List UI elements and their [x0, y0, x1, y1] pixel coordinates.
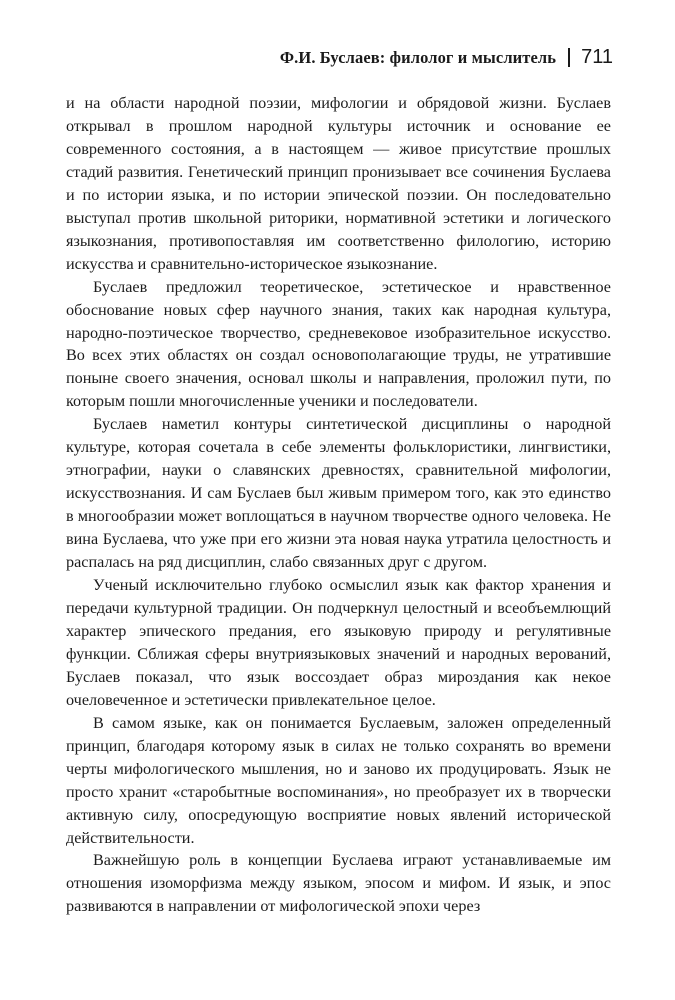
- paragraph-4: Ученый исключительно глубоко осмыслил язык как фактор хранения и передачи культурной традиции. Он подчеркнул целостный и всеобъемлющий характер эпического предания, его языковую природу и регулятивные функции. Сближая сферы внутриязыковых значений и народных верований, Буслаев показал, что язык воссоздает образ мироздания как некое очеловеченное и эстетически привлекательное целое.: [66, 576, 611, 709]
- paragraph-6: Важнейшую роль в концепции Буслаева играют устанавливаемые им отношения изоморфизма между языком, эпосом и мифом. И язык, и эпос развиваются в направлении от мифологической эпохи через: [66, 851, 611, 916]
- body-text: [66, 92, 611, 918]
- paragraph-3: Буслаев наметил контуры синтетической дисциплины о народной культуре, которая сочетала в себе элементы фольклористики, лингвистики, этнографии, науки о славянских древностях, сравнительной мифологии, искусствознания. И сам Буслаев был живым примером того, как это единство в многообразии может воплощаться в научном творчестве одного человека. Не вина Буслаева, что уже при его жизни эта новая наука утратила целостность и распалась на ряд дисциплин, слабо связанных друг с другом.: [66, 415, 611, 572]
- paragraph-1: и на области народной поэзии, мифологии и обрядовой жизни. Буслаев открывал в прошлом народной культуры источник и основание ее современного состояния, а в настоящем — живое присутствие прошлых стадий развития. Генетический принцип пронизывает все сочинения Буслаева и по истории языка, и по истории эпической поэзии. Он последовательно выступал против школьной риторики, нормативной эстетики и логического языкознания, противопоставляя им соответственно филологию, историю искусства и сравнительно-историческое языкознание.: [66, 94, 611, 273]
- paragraph-2: Буслаев предложил теоретическое, эстетическое и нравственное обоснование новых сфер научного знания, таких как народная культура, народно-поэтическое творчество, средневековое изобразительное искусство. Во всех этих областях он создал основополагающие труды, не утратившие поныне своего значения, основал школы и направления, проложил пути, по которым пошли многочисленные ученики и последователи.: [66, 277, 611, 411]
- running-head: [280, 46, 613, 69]
- header-divider: [568, 48, 570, 67]
- page-number: 711: [581, 46, 613, 68]
- running-title: Ф.И. Буслаев: филолог и мыслитель: [279, 47, 557, 67]
- paragraph-5: В самом языке, как он понимается Буслаевым, заложен определенный принцип, благодаря которому язык в силах не только сохранять во времени черты мифологического мышления, но и заново их продуцировать. Язык не просто хранит «старобытные воспоминания», но преобразует их в творчески активную силу, опосредующую восприятие новых явлений исторической действительности.: [66, 713, 611, 847]
